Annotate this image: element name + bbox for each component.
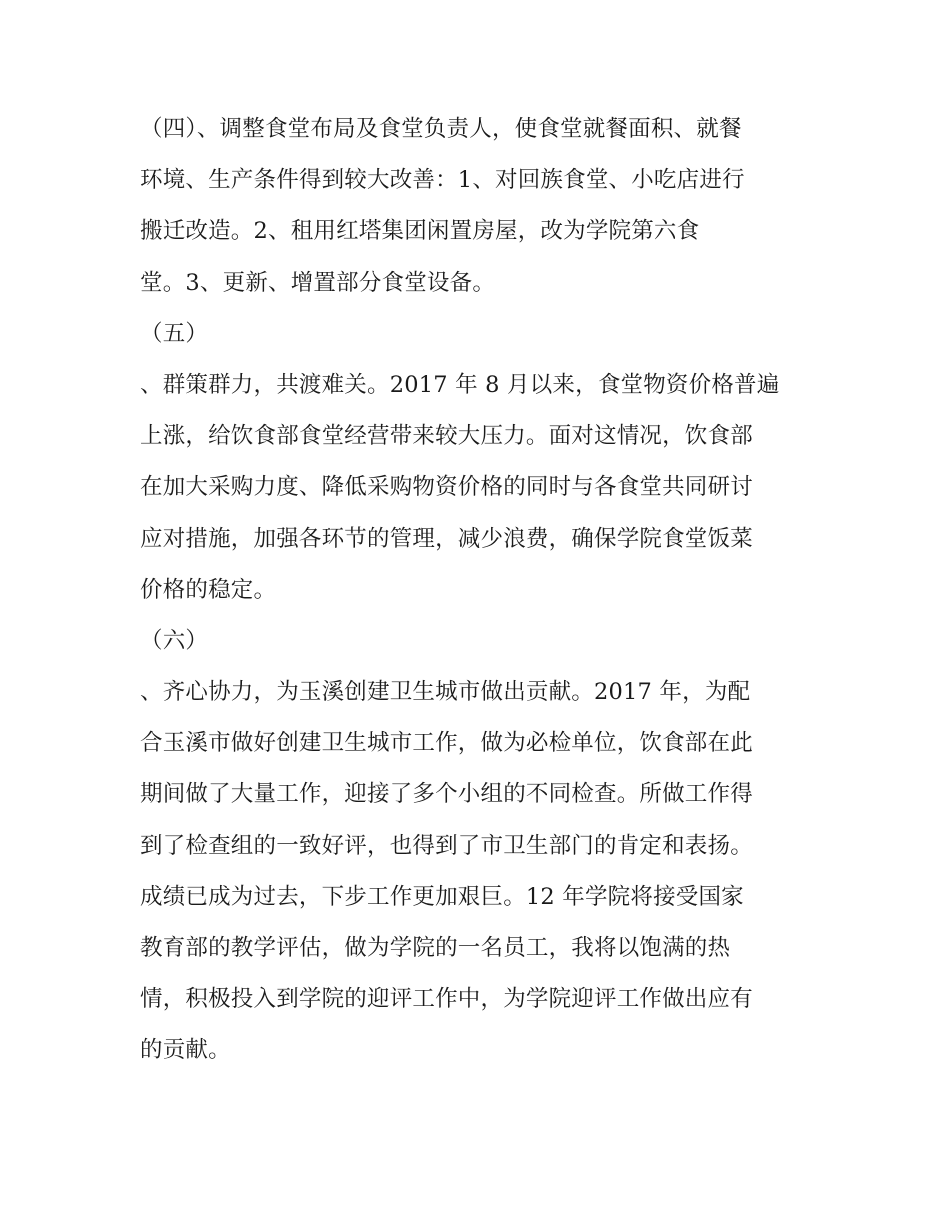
text-line: 期间做了大量工作，迎接了多个小组的不同检查。所做工作得: [140, 781, 753, 808]
text-line: 应对措施，加强各环节的管理，减少浪费，确保学院食堂饭菜: [140, 525, 753, 552]
text-line: 在加大采购力度、降低采购物资价格的同时与各食堂共同研讨: [140, 474, 753, 501]
text-line: （四）、调整食堂布局及食堂负责人，使食堂就餐面积、就餐: [140, 116, 742, 142]
text-line: 、群策群力，共渡难关。2017 年 8 月以来，食堂物资价格普遍: [140, 371, 780, 398]
text-line: 环境、生产条件得到较大改善：1、对回族食堂、小吃店进行: [140, 167, 745, 194]
text-line: 、齐心协力，为玉溪创建卫生城市做出贡献。2017 年，为配: [140, 679, 751, 706]
section-heading: （五）: [140, 320, 209, 347]
text-line: 教育部的教学评估，做为学院的一名员工，我将以饱满的热: [140, 935, 731, 961]
text-line: 堂。3、更新、增置部分食堂设备。: [140, 269, 496, 296]
text-line: 到了检查组的一致好评，也得到了市卫生部门的肯定和表扬。: [140, 832, 753, 859]
text-line: 成绩已成为过去，下步工作更加艰巨。12 年学院将接受国家: [140, 883, 744, 910]
text-line: 情，积极投入到学院的迎评工作中，为学院迎评工作做出应有: [140, 986, 753, 1013]
document-body: [140, 104, 820, 1077]
text-line: 合玉溪市做好创建卫生城市工作，做为必检单位，饮食部在此: [140, 730, 753, 757]
section-heading: （六）: [140, 627, 209, 654]
text-line: 的贡献。: [140, 1037, 231, 1064]
text-line: 上涨，给饮食部食堂经营带来较大压力。面对这情况，饮食部: [140, 423, 753, 450]
text-line: 价格的稳定。: [140, 576, 277, 603]
text-line: 搬迁改造。2、租用红塔集团闲置房屋，改为学院第六食: [140, 218, 700, 245]
